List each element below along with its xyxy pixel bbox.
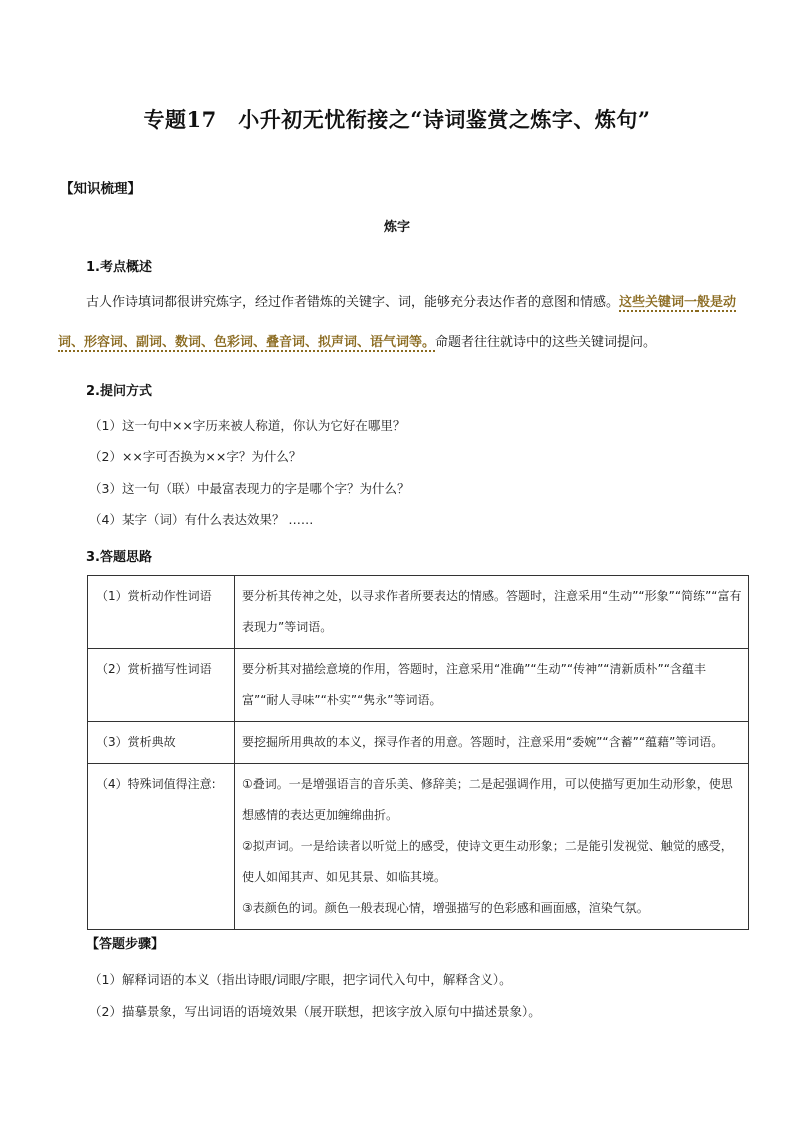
- table-cell-content: [235, 764, 749, 930]
- table-cell-label: （3）赏析典故: [88, 722, 235, 764]
- step-item: （2）描摹景象，写出词语的语境效果（展开联想，把该字放入原句中描述景象）。: [89, 1004, 541, 1019]
- special-word-note: ③表颜色的词。颜色一般表现心情，增强描写的色彩感和画面感，渲染气氛。: [242, 901, 649, 915]
- question-item: （2）××字可否换为××字？为什么？: [89, 449, 302, 464]
- section2-heading: 2.提问方式: [86, 384, 152, 399]
- section1-highlight-a: 这些关键词一: [619, 295, 698, 310]
- question-item: （4）某字（词）有什么表达效果？ ……: [89, 512, 314, 527]
- table-cell-label: （1）赏析动作性词语: [88, 576, 235, 649]
- section1-text-before: 古人作诗填词都很讲究炼字，经过作者错炼的关键字、词，能够充分表达作者的意图和情感。: [86, 295, 620, 310]
- special-word-note: ②拟声词。一是给读者以听觉上的感受，使诗文更生动形象；二是能引发视觉、触觉的感受，使人如闻其声、如见其景、如临其境。: [242, 839, 733, 884]
- section1-heading: 1.考点概述: [86, 260, 152, 275]
- table-row: [88, 576, 749, 649]
- table-cell-label: （2）赏析描写性词语: [88, 649, 235, 722]
- table-row: [88, 722, 749, 764]
- table-row: [88, 764, 749, 930]
- sub-title: 炼字: [383, 220, 410, 235]
- question-item: （3）这一句（联）中最富表现力的字是哪个字？为什么？: [89, 481, 410, 496]
- section1-text-after: 命题者往往就诗中的这些关键词提问。: [435, 335, 657, 350]
- table-cell-content: 要分析其对描绘意境的作用，答题时，注意采用“准确”“生动”“传神”“清新质朴”“含蕴丰富”“耐人寻味”“朴实”“隽永”等词语。: [235, 649, 749, 722]
- table-row: [88, 649, 749, 722]
- special-word-note: ①叠词。一是增强语言的音乐美、修辞美；二是起强调作用，可以使描写更加生动形象，使思想感情的表达更加缠绵曲折。: [242, 777, 733, 822]
- table-cell-content: 要挖掘所用典故的本义，探寻作者的用意。答题时，注意采用“委婉”“含蓄”“蕴藉”等词语。: [235, 722, 749, 764]
- steps-heading: 【答题步骤】: [86, 937, 165, 952]
- step-item: （1）解释词语的本义（指出诗眼/词眼/字眼，把字词代入句中，解释含义）。: [89, 972, 512, 987]
- knowledge-heading: 【知识梳理】: [60, 181, 141, 197]
- answer-approach-table: [87, 575, 749, 930]
- table-cell-content: 要分析其传神之处，以寻求作者所要表达的情感。答题时，注意采用“生动”“形象”“简练”“富有表现力”等词语。: [235, 576, 749, 649]
- table-cell-label: （4）特殊词值得注意:: [88, 764, 235, 930]
- section1-paragraph: [58, 283, 748, 363]
- question-item: （1）这一句中××字历来被人称道，你认为它好在哪里？: [89, 418, 406, 433]
- page-title: 专题17 小升初无忧衔接之“诗词鉴赏之炼字、炼句”: [143, 107, 651, 132]
- section1-highlight-b: 般是动词、形容词、副词、数词、色彩词、叠音词、拟声词、语气词等。: [58, 295, 737, 350]
- section3-heading: 3.答题思路: [86, 550, 152, 565]
